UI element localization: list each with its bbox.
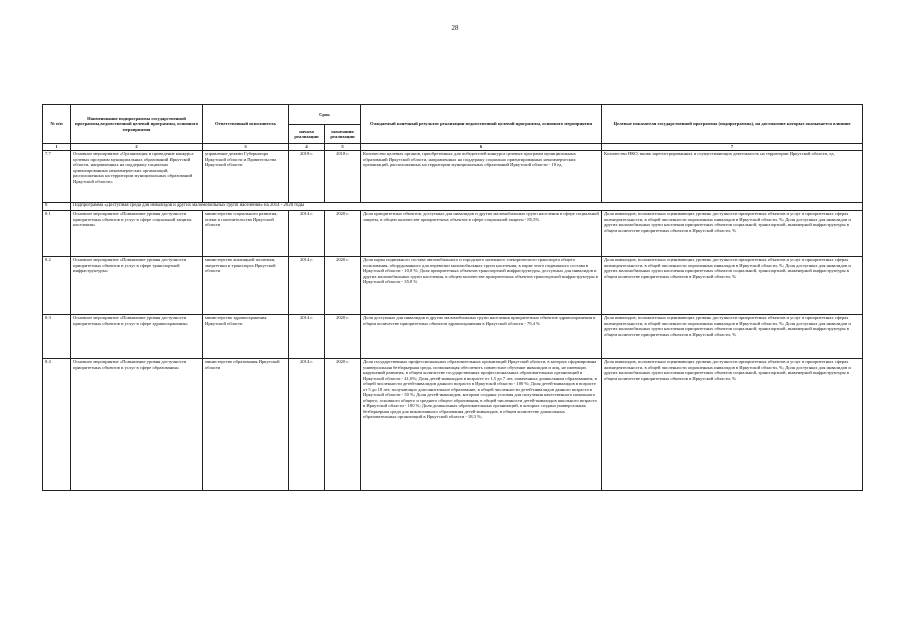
header-row bbox=[43, 105, 863, 125]
header-name: Наименование подпрограммы государственной программы,ведомственной целевой программы, основного мероприятия bbox=[71, 105, 203, 144]
column-number: 1 bbox=[43, 144, 71, 151]
section-title: Подпрограмма «Доступная среда для инвалидов и других маломобильных групп населения» на 2014 - 2020 годы bbox=[71, 202, 863, 210]
row-responsible: министерство социального развития, опеки и попечительства Иркутской области bbox=[203, 210, 289, 256]
row-indicators: Количество НКО, вновь зарегистрированных и осуществляющих деятельность на территории Иркутской области, ед. bbox=[602, 150, 863, 202]
header-term: Срок bbox=[289, 105, 361, 125]
row-indicators: Доля инвалидов, положительно оценивающих уровень доступности приоритетных объектов и услуг в приоритетных сферах жизнедеятельности, в общей численности опрошенных инвалидов в Иркутской области, %; Доля доступных для инвалидов и других маломобильных групп населения приоритетных объектов социальной, транспортной, инженерной инфраструктуры в общем количестве приоритетных объектов в Иркутской области, % bbox=[602, 256, 863, 314]
row-indicators: Доля инвалидов, положительно оценивающих уровень доступности приоритетных объектов и услуг в приоритетных сферах жизнедеятельности, в общей численности опрошенных инвалидов в Иркутской области, %; Доля доступных для инвалидов и других маломобильных групп населения приоритетных объектов социальной, транспортной, инженерной инфраструктуры в общем количестве приоритетных объектов в Иркутской области, % bbox=[602, 210, 863, 256]
column-number: 4 bbox=[289, 144, 325, 151]
row-name: Основное мероприятие «Повышение уровня доступности приоритетных объектов и услуг в сфере транспортной инфраструктуры» bbox=[71, 256, 203, 314]
row-num: 8.3 bbox=[43, 314, 71, 358]
column-number: 5 bbox=[325, 144, 361, 151]
section-row bbox=[43, 202, 863, 210]
row-end: 2020 г. bbox=[325, 314, 361, 358]
table-row bbox=[43, 358, 863, 490]
header-num: № п/п bbox=[43, 105, 71, 144]
row-result: Доля приоритетных объектов, доступных для инвалидов и других маломобильных групп населения в сфере социальной защиты, в общем количестве приоритетных объектов в сфере социальной защиты - 85,5% bbox=[361, 210, 602, 256]
row-result: Количество целевых органов, приобретенных для победителей конкурса целевых программ муниципальных образований Иркутской области, направленных на поддержку социально ориентированных некоммерческих организаций, расположенных на территории муниципальных образований Иркутской области - 10 ед. bbox=[361, 150, 602, 202]
row-indicators: Доля инвалидов, положительно оценивающих уровень доступности приоритетных объектов и услуг в приоритетных сферах жизнедеятельности, в общей численности опрошенных инвалидов в Иркутской области, %; Доля доступных для инвалидов и других маломобильных групп населения приоритетных объектов социальной, транспортной, инженерной инфраструктуры в общем количестве приоритетных объектов в Иркутской области, % bbox=[602, 314, 863, 358]
row-end: 2020 г. bbox=[325, 358, 361, 490]
row-responsible: министерство здравоохранения Иркутской области bbox=[203, 314, 289, 358]
row-start: 2014 г. bbox=[289, 256, 325, 314]
column-number: 3 bbox=[203, 144, 289, 151]
table-row bbox=[43, 210, 863, 256]
table-row bbox=[43, 256, 863, 314]
row-end: 2018 г. bbox=[325, 150, 361, 202]
row-name: Основное мероприятие «Повышение уровня доступности приоритетных объектов и услуг в сфере образования» bbox=[71, 358, 203, 490]
table-row bbox=[43, 150, 863, 202]
row-indicators: Доля инвалидов, положительно оценивающих уровень доступности приоритетных объектов и услуг в приоритетных сферах жизнедеятельности, в общей численности опрошенных инвалидов в Иркутской области, %; Доля доступных для инвалидов и других маломобильных групп населения приоритетных объектов социальной, транспортной, инженерной инфраструктуры в общем количестве приоритетных объектов в Иркутской области, % bbox=[602, 358, 863, 490]
row-end: 2020 г. bbox=[325, 256, 361, 314]
row-responsible: министерство образования Иркутской области bbox=[203, 358, 289, 490]
page-number: 28 bbox=[451, 24, 459, 32]
section-num: 8 bbox=[43, 202, 71, 210]
row-num: 8.1 bbox=[43, 210, 71, 256]
column-number: 2 bbox=[71, 144, 203, 151]
header-start: начала реализации bbox=[289, 125, 325, 144]
row-start: 2014 г. bbox=[289, 210, 325, 256]
row-result: Доля доступных для инвалидов и других маломобильных групп населения приоритетных объектов здравоохранения в общем количестве приоритетных объектов здравоохранения в Иркутской области - 79,4 % bbox=[361, 314, 602, 358]
row-result: Доля государственных профессиональных образовательных организаций Иркутской области, в которых сформирована универсальная безбарьерная среда, позволяющая обеспечить совместное обучение инвалидов и лиц, не имеющих нарушений развития, в общем количестве государственных профессиональных образовательных организаций в Иркутской области - 41,6%; Доля детей-инвалидов в возрасте от 1,5 до 7 лет, охваченных дошкольным образованием, в общей численности детей-инвалидов данного возраста в Иркутской области - 100 %; Доля детей-инвалидов в возрасте от 5 до 18 лет, получающих дополнительное образование, в общей численности детей-инвалидов данного возраста в Иркутской области - 50 %; Доля детей-инвалидов, которым созданы условия для получения качественного начального общего, основного общего и среднего общего образования, в общей численности детей-инвалидов школьного возраста в Иркутской области - 100 %; Доля дошкольных образовательных организаций, в которых создана универсальная безбарьерная среда для инклюзивного образования детей-инвалидов, в общем количестве дошкольных образовательных организаций в Иркутской области - 18,3 %; bbox=[361, 358, 602, 490]
table-row bbox=[43, 314, 863, 358]
row-name: Основное мероприятие «Организация и проведение конкурса целевых программ муниципальных образований Иркутской области, направленных на поддержку социально ориентированных некоммерческих организаций, расположенных на территории муниципальных образований Иркутской области» bbox=[71, 150, 203, 202]
row-num: 7.7 bbox=[43, 150, 71, 202]
row-start: 2014 г. bbox=[289, 314, 325, 358]
header-result: Ожидаемый конечный результат реализации ведомственной целевой программы, основного мероприятия bbox=[361, 105, 602, 144]
column-number: 6 bbox=[361, 144, 602, 151]
row-name: Основное мероприятие «Повышение уровня доступности приоритетных объектов и услуг в сфере здравоохранения» bbox=[71, 314, 203, 358]
row-num: 8.4 bbox=[43, 358, 71, 490]
row-responsible: управление делами Губернатора Иркутской области и Правительства Иркутской области bbox=[203, 150, 289, 202]
header-responsible: Ответственный исполнитель bbox=[203, 105, 289, 144]
program-table bbox=[42, 104, 863, 491]
row-result: Доля парка подвижного состава автомобильного и городского наземного электрического транспорта общего пользования, оборудованного для перевозки маломобильных групп населения, в парке этого подвижного состава в Иркутской области - 10,8 %; Доля приоритетных объектов транспортной инфраструктуры, доступных для инвалидов и других маломобильных групп населения, в общем количестве приоритетных объектов транспортной инфраструктуры в Иркутской области - 35,8 % bbox=[361, 256, 602, 314]
header-indicators: Целевые показатели государственной программы (подпрограммы), на достижение которых оказывается влияние bbox=[602, 105, 863, 144]
row-end: 2020 г. bbox=[325, 210, 361, 256]
row-num: 8.2 bbox=[43, 256, 71, 314]
row-responsible: министерство жилищной политики, энергетики и транспорта Иркутской области bbox=[203, 256, 289, 314]
header-end: окончания реализации bbox=[325, 125, 361, 144]
row-name: Основное мероприятие «Повышение уровня доступности приоритетных объектов и услуг в сфере социальной защиты населения» bbox=[71, 210, 203, 256]
row-start: 2014 г. bbox=[289, 358, 325, 490]
row-start: 2018 г. bbox=[289, 150, 325, 202]
column-number: 7 bbox=[602, 144, 863, 151]
